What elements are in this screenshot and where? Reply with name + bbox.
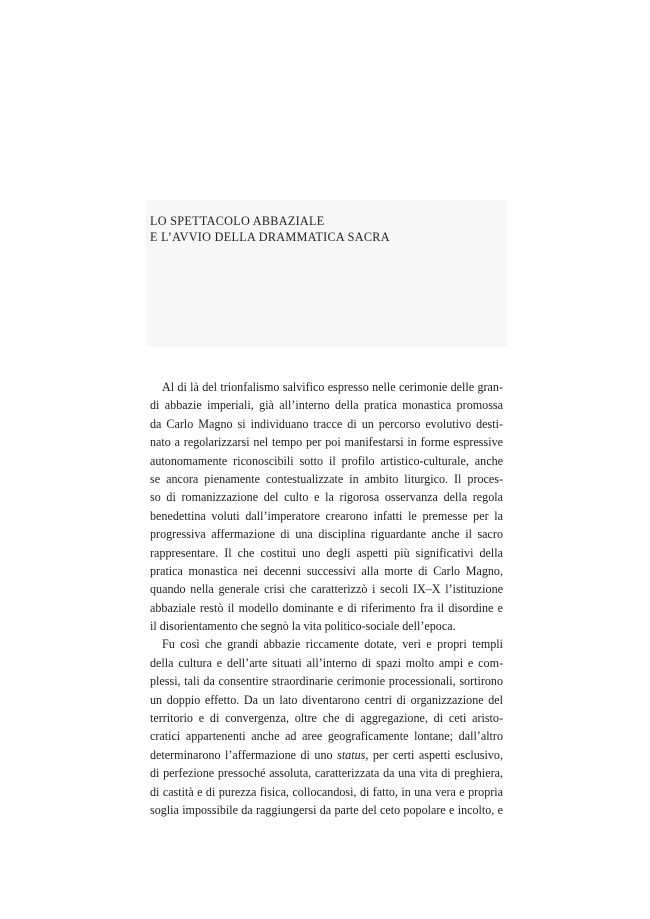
- text-line: di perfezione pressoché assoluta, caratterizzata da una vita di preghiera,: [150, 766, 503, 781]
- text-line: Fu così che grandi abbazie riccamente dotate, veri e propri templi: [162, 637, 503, 652]
- text-line: [150, 746, 503, 764]
- text-line: plessi, tali da consentire straordinarie cerimonie processionali, sortirono: [150, 674, 503, 689]
- text-fragment: determinarono l’affermazione di uno: [150, 747, 333, 762]
- text-fragment: per certi aspetti esclusivo,: [372, 747, 503, 762]
- text-line: di abbazie imperiali, già all’interno della pratica monastica promossa: [150, 398, 503, 413]
- text-line: di castità e di purezza fisica, collocandosi, di fatto, in una vera e propria: [150, 784, 503, 799]
- text-line: cratici appartenenti anche ad aree geograficamente lontane; dall’altro: [150, 729, 503, 744]
- text-line: abbaziale restò il modello dominante e di riferimento fra il disordine e: [150, 600, 503, 615]
- text-line: da Carlo Magno si individuano tracce di un percorso evolutivo desti-: [150, 416, 503, 431]
- text-line: quando nella generale crisi che caratterizzò i secoli IX–X l’istituzione: [150, 582, 503, 597]
- text-line: benedettina voluti dall’imperatore crearono infatti le premesse per la: [150, 508, 503, 523]
- body-text: [150, 378, 503, 819]
- text-line: progressiva affermazione di una disciplina riguardante anche il sacro: [150, 527, 503, 542]
- paragraph-1: [150, 378, 503, 635]
- text-line: autonomamente riconoscibili sotto il profilo artistico-culturale, anche: [150, 453, 503, 468]
- text-line: soglia impossibile da raggiungersi da parte del ceto popolare e incolto, e: [150, 802, 503, 817]
- text-line: della cultura e dell’arte situati all’interno di spazi molto ampi e com-: [150, 655, 503, 670]
- italic-term: status,: [337, 747, 369, 762]
- text-line: pratica monastica nei decenni successivi alla morte di Carlo Magno,: [150, 563, 503, 578]
- chapter-heading: [150, 213, 390, 245]
- text-line: rappresentare. Il che costituì uno degli aspetti più significativi della: [150, 545, 503, 560]
- text-line: se ancora pienamente contestualizzate in ambito liturgico. Il proces-: [150, 471, 503, 486]
- text-line: so di romanizzazione del culto e la rigorosa osservanza della regola: [150, 490, 503, 505]
- text-line: territorio e di convergenza, oltre che di aggregazione, di ceti aristo-: [150, 711, 503, 726]
- text-line: Al di là del trionfalismo salvifico espresso nelle cerimonie delle gran-: [162, 380, 503, 394]
- text-line: il disorientamento che segnò la vita politico-sociale dell’epoca.: [150, 619, 456, 634]
- chapter-heading-line-2: E L’AVVIO DELLA DRAMMATICA SACRA: [150, 230, 390, 244]
- text-line: nato a regolarizzarsi nel tempo per poi manifestarsi in forme espressive: [150, 435, 503, 450]
- chapter-heading-line-1: LO SPETTACOLO ABBAZIALE: [150, 214, 325, 228]
- text-line: un doppio effetto. Da un lato diventarono centri di organizzazione del: [150, 692, 503, 707]
- paragraph-2: [150, 635, 503, 819]
